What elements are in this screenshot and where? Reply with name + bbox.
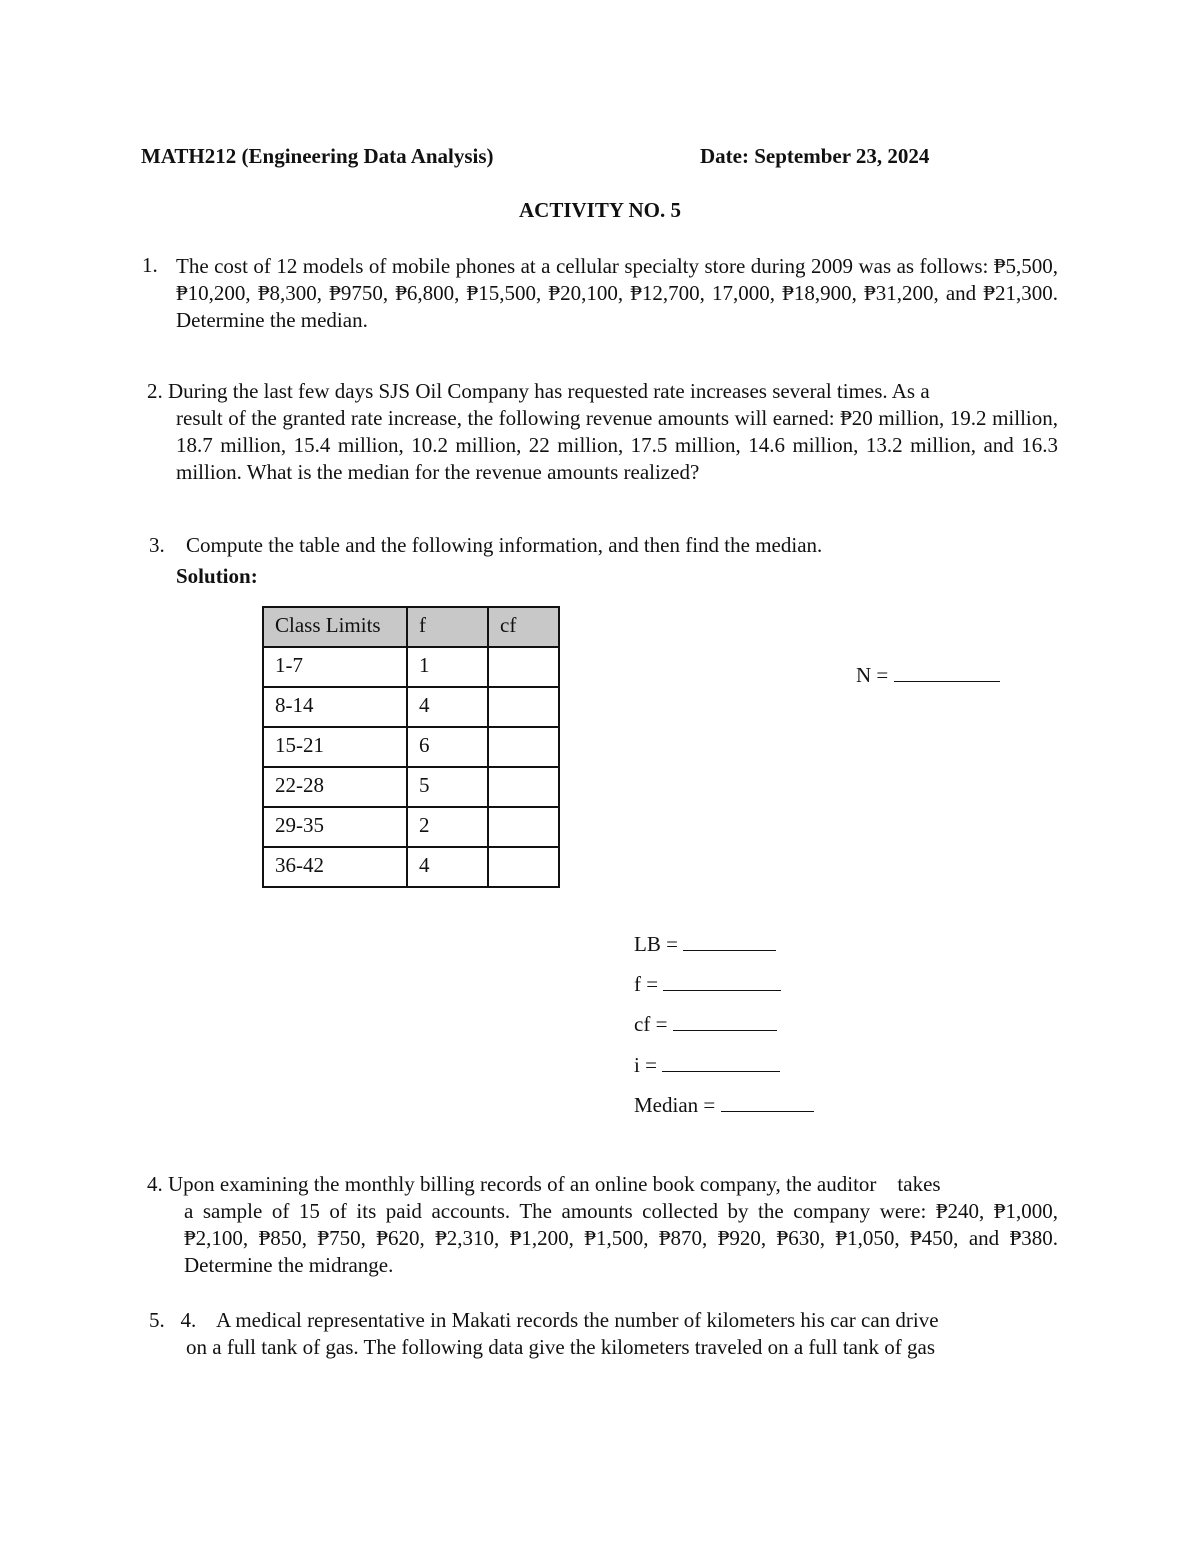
f-cell: 4 — [407, 847, 488, 887]
table-row — [263, 807, 559, 847]
f-blank[interactable] — [663, 970, 781, 991]
n-blank[interactable] — [894, 661, 1000, 682]
class-limits-cell: 15-21 — [263, 727, 407, 767]
cf-cell[interactable] — [488, 727, 559, 767]
class-limits-cell: 36-42 — [263, 847, 407, 887]
f-label: f = — [634, 972, 659, 996]
question-4 — [147, 1171, 1058, 1279]
cf-answer — [634, 1010, 777, 1037]
table-row — [263, 767, 559, 807]
cf-cell[interactable] — [488, 807, 559, 847]
median-blank[interactable] — [721, 1091, 814, 1112]
question-3-text: Compute the table and the following information, and then find the median. — [186, 533, 823, 557]
median-answer — [634, 1091, 814, 1118]
course-title: MATH212 (Engineering Data Analysis) — [141, 144, 494, 168]
lb-label: LB = — [634, 932, 678, 956]
question-5-text: on a full tank of gas. The following data give the kilometers traveled on a full tank of gas — [186, 1335, 935, 1359]
f-cell: 6 — [407, 727, 488, 767]
class-limits-cell: 1-7 — [263, 647, 407, 687]
class-limits-cell: 29-35 — [263, 807, 407, 847]
class-limits-cell: 8-14 — [263, 687, 407, 727]
question-2-text: result of the granted rate increase, the following revenue amounts will earned: ₱20 million, 19.2 million, 18.7 million, 15.4 million, 10.2 million, 22 million, 17.5 million, 14.6 million, 13.2 million, and 16.3 million. What is the median for the revenue amounts realized? — [176, 406, 1058, 484]
cf-cell[interactable] — [488, 767, 559, 807]
table-header-row — [263, 607, 559, 647]
question-2-first-line: 2. During the last few days SJS Oil Company has requested rate increases several times. As a — [147, 379, 930, 403]
header-cf: cf — [488, 607, 559, 647]
activity-title: ACTIVITY NO. 5 — [519, 198, 681, 222]
i-label: i = — [634, 1053, 657, 1077]
question-4-first-line: 4. Upon examining the monthly billing records of an online book company, the auditor takes — [147, 1172, 941, 1196]
f-cell: 2 — [407, 807, 488, 847]
class-limits-cell: 22-28 — [263, 767, 407, 807]
question-1-number: 1. — [142, 253, 158, 277]
f-cell: 1 — [407, 647, 488, 687]
f-cell: 4 — [407, 687, 488, 727]
question-1-text: The cost of 12 models of mobile phones at a cellular specialty store during 2009 was as follows: ₱5,500, ₱10,200, ₱8,300, ₱9750, ₱6,800, ₱15,500, ₱20,100, ₱12,700, 17,000, ₱18,900, ₱31,200, and ₱21,300. Determine the median. — [176, 254, 1058, 332]
median-label: Median = — [634, 1093, 716, 1117]
frequency-table — [262, 606, 560, 888]
solution-label: Solution: — [176, 564, 258, 588]
f-answer — [634, 970, 781, 997]
cf-cell[interactable] — [488, 847, 559, 887]
i-blank[interactable] — [662, 1051, 780, 1072]
question-5 — [149, 1307, 1058, 1361]
table-row — [263, 727, 559, 767]
question-5-first-line: 5. 4. A medical representative in Makati records the number of kilometers his car can drive — [149, 1308, 939, 1332]
table-row — [263, 847, 559, 887]
header-class-limits: Class Limits — [263, 607, 407, 647]
header-f: f — [407, 607, 488, 647]
question-2 — [147, 378, 1058, 486]
question-4-text: a sample of 15 of its paid accounts. The amounts collected by the company were: ₱240, ₱1,000, ₱2,100, ₱850, ₱750, ₱620, ₱2,310, ₱1,200, ₱1,500, ₱870, ₱920, ₱630, ₱1,050, ₱450, and ₱380. Determine the midrange. — [184, 1199, 1058, 1277]
cf-cell[interactable] — [488, 647, 559, 687]
cf-label: cf = — [634, 1012, 668, 1036]
n-answer — [856, 661, 1000, 688]
table-row — [263, 687, 559, 727]
lb-blank[interactable] — [683, 930, 776, 951]
cf-cell[interactable] — [488, 687, 559, 727]
table-row — [263, 647, 559, 687]
i-answer — [634, 1051, 780, 1078]
lb-answer — [634, 930, 776, 957]
n-label: N = — [856, 663, 889, 687]
question-3-number: 3. — [149, 533, 165, 557]
cf-blank[interactable] — [673, 1010, 777, 1031]
f-cell: 5 — [407, 767, 488, 807]
activity-date: Date: September 23, 2024 — [700, 144, 930, 168]
